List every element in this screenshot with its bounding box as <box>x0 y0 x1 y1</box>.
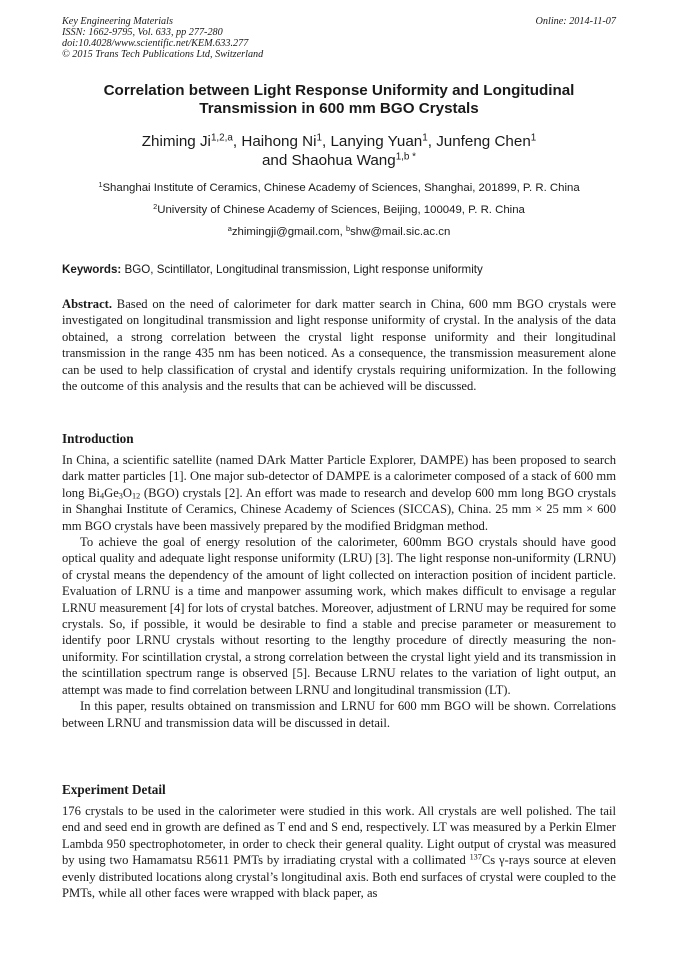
keywords <box>62 263 616 277</box>
doi-line: doi:10.4028/www.scientific.net/KEM.633.277 <box>62 38 249 49</box>
affil-number: 2 <box>153 201 158 211</box>
author-name: Zhiming Ji <box>141 133 211 150</box>
title-line-2: Transmission in 600 mm BGO Crystals <box>199 100 479 117</box>
issn-line: ISSN: 1662-9795, Vol. 633, pp 277-280 <box>62 27 223 38</box>
abstract-label: Abstract. <box>62 297 113 311</box>
affil-text: Shanghai Institute of Ceramics, Chinese Academy of Sciences, Shanghai, 201899, P. R. China <box>102 182 580 194</box>
paragraph-text: Cs γ-rays source at eleven evenly distributed locations along crystal’s longitudinal axis. Both end surfaces of crystal were coupled to the PMTs, while all other faces were wrapped with black paper, as <box>62 853 616 901</box>
title-line-1: Correlation between Light Response Uniformity and Longitudinal <box>103 82 575 99</box>
author-line-2 <box>62 151 616 170</box>
affiliation-2 <box>62 201 616 217</box>
author-name: Lanying Yuan <box>330 133 423 150</box>
email-a: zhimingji@gmail.com, <box>231 226 343 238</box>
journal-name: Key Engineering Materials <box>62 16 173 27</box>
author-conjunction: and <box>261 152 288 169</box>
email-marker: a <box>227 223 232 233</box>
paragraph <box>62 803 616 901</box>
chem-subscript: 3 <box>118 491 123 501</box>
copyright-line: © 2015 Trans Tech Publications Ltd, Switzerland <box>62 49 264 60</box>
paragraph <box>62 452 616 534</box>
author-affil-sup: 1,2,a <box>210 132 233 144</box>
paragraph-text: Ge <box>104 485 119 500</box>
email-marker: b <box>345 223 351 233</box>
affil-number: 1 <box>98 179 103 189</box>
experiment-body <box>62 803 616 901</box>
section-heading-experiment: Experiment Detail <box>62 782 166 797</box>
author-emails <box>62 223 616 239</box>
paragraph-text: O <box>122 485 132 500</box>
paragraph: In this paper, results obtained on transmission and LRNU for 600 mm BGO will be shown. Correlations between LRNU and transmission data will be discussed in detail. <box>62 699 616 730</box>
paragraph: To achieve the goal of energy resolution of the calorimeter, 600mm BGO crystals should have good optical quality and adequate light response uniformity (LRU) [3]. The light response non-uniformity (LRNU) of crystal means the dependency of the amount of light collected on interaction position of incident particle. Evaluation of LRNU is a time and manpower assuming work, which makes difficult to envisage a regular LRNU measurement [4] for lots of crystal batches. Moreover, adjustment of LRNU may be required for some crystals. So, if possible, it would be desirable to find a stable and precise parameter or measurement to identify poor LRNU crystals without resorting to the lengthy procedure of directly measuring the non-uniformity. For scintillation crystal, a strong correlation between the crystal light yield and its transmission in the scintillation spectrum range is observed [5]. Because LRNU relates to the variation of light output, an attempt was made to find correlation between LRNU and longitudinal transmission (LT). <box>62 535 616 697</box>
section-heading-introduction: Introduction <box>62 431 134 446</box>
chem-subscript: 4 <box>100 491 105 501</box>
author-affil-sup: 1,b * <box>395 151 417 163</box>
affiliation-1 <box>62 179 616 195</box>
author-list <box>62 132 616 170</box>
introduction-body <box>62 452 616 731</box>
affil-text: University of Chinese Academy of Sciences, Beijing, 100049, P. R. China <box>157 204 525 216</box>
isotope-superscript: 137 <box>469 852 482 862</box>
abstract-text: Based on the need of calorimeter for dark matter search in China, 600 mm BGO crystals were investigated on longitudinal transmission and light response uniformity of crystal. In the analysis of the data obtained, a strong correlation between the crystal light response uniformity and their longitudinal transmission in the range 435 nm has been noticed. As a consequence, the transmission measurement alone can be used to help classification of crystal and identify crystals requiring uniformization. In the following the outcome of this analysis and the results that can be achieved will be discussed. <box>62 297 616 394</box>
journal-header <box>62 16 616 60</box>
author-affil-sup: 1 <box>316 132 322 144</box>
author-affil-sup: 1 <box>422 132 428 144</box>
paragraph-text: 176 crystals to be used in the calorimeter were studied in this work. All crystals are well polished. The tail end and seed end in growth are defined as T end and S end, respectively. LT was measured by a Perkin Elmer Lambda 950 spectrophotometer, in order to check their general quality. Light output of crystal was measured by using two Hamamatsu R5611 PMTs by irradiating crystal with a collimated <box>62 804 616 868</box>
author-line-1: Zhiming Ji$^{1,2,a}$, Haihong Ni$^1$, Lanying Yuan$^1$, Junfeng Chen$^1$ <box>141 132 537 150</box>
keywords-text: BGO, Scintillator, Longitudinal transmission, Light response uniformity <box>124 263 483 276</box>
keywords-label: Keywords: <box>62 263 122 276</box>
author-name: Haihong Ni <box>241 133 317 150</box>
author-name: Shaohua Wang <box>291 152 396 169</box>
paragraph-text: In China, a scientific satellite (named DArk Matter Particle Explorer, DAMPE) has been proposed to search dark matter particles [1]. One major sub-detector of DAMPE is a calorimeter composed of a stack of 600 mm long Bi <box>62 453 616 500</box>
author-affil-sup: 1 <box>530 132 537 144</box>
chem-subscript: 12 <box>132 491 141 501</box>
paragraph-text: (BGO) crystals [2]. An effort was made to research and develop 600 mm long BGO crystals in Shanghai Institute of Ceramics, Chinese Academy of Sciences (SICCAS), China. 25 mm × 25 mm × 600 mm BGO crystals have been massively prepared by the modified Bridgman method. <box>62 485 617 533</box>
online-date: Online: 2014-11-07 <box>535 16 616 27</box>
abstract <box>62 296 616 394</box>
paper-title <box>62 82 616 118</box>
email-b: shw@mail.sic.ac.cn <box>350 226 451 238</box>
author-name: Junfeng Chen <box>436 133 531 150</box>
